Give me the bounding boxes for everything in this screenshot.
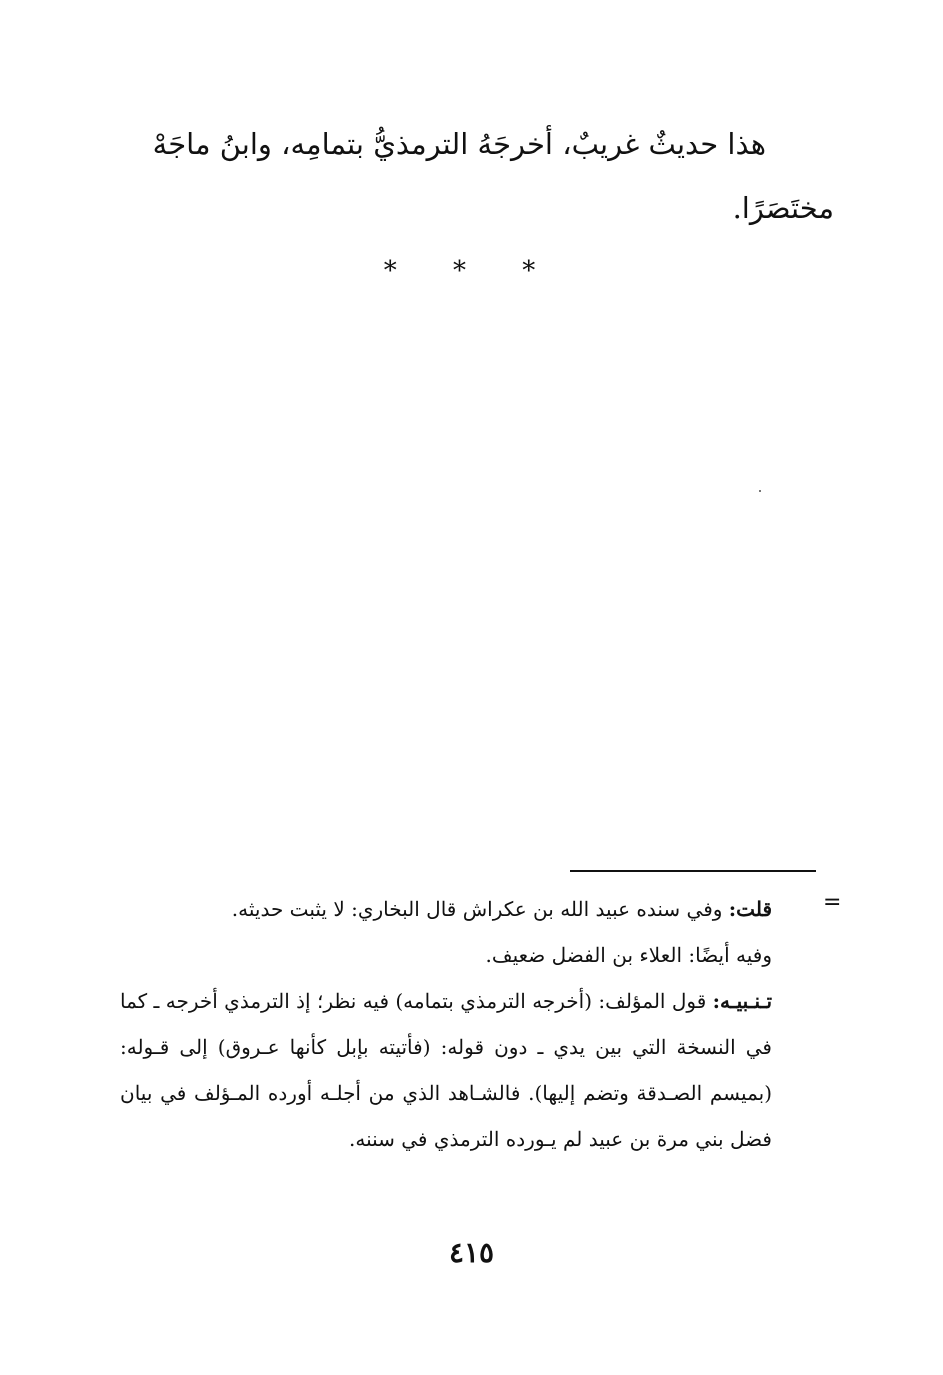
footnote-divider [570,870,816,872]
page-number: ٤١٥ [448,1236,495,1269]
main-text-line-2: مختَصَرًا. [732,191,834,225]
main-text-line-1: هذا حديثٌ غريبٌ، أخرجَهُ الترمذيُّ بتمامِه، وابنُ ماجَهْ [152,127,766,161]
main-text-block [90,112,834,240]
footnote-continuation-mark: = [823,890,842,915]
footnote-paragraph-1 [120,886,772,932]
footnote-label-qult: قلت: [728,897,772,921]
section-separator-stars: * * * [383,256,560,286]
footnote-paragraph-2 [120,932,772,978]
footnote-text-1: وفي سنده عبيد الله بن عكراش قال البخاري: لا يثبت حديثه. [231,897,723,921]
footnotes-block [120,886,772,1162]
footnote-text-3: قول المؤلف: (أخرجه الترمذي بتمامه) فيه نظر؛ إذ الترمذي أخرجه ـ كما في النسخة التي بين يدي ـ دون قوله: (فأتيته بإبل كأنها عـروق) إلى قـوله: (بميسم الصـدقة وتضم إليها). فالشـاهد الذي من أجلـه أورده المـؤلف في بيان فضل بني مرة بن عبيد لم يـورده الترمذي في سننه. [120,989,772,1151]
footnote-label-tanbih: تـنـبيـه: [712,989,773,1013]
scan-speck [759,490,761,492]
footnote-paragraph-3 [120,978,772,1162]
footnote-text-2: وفيه أيضًا: العلاء بن الفضل ضعيف. [485,943,772,967]
